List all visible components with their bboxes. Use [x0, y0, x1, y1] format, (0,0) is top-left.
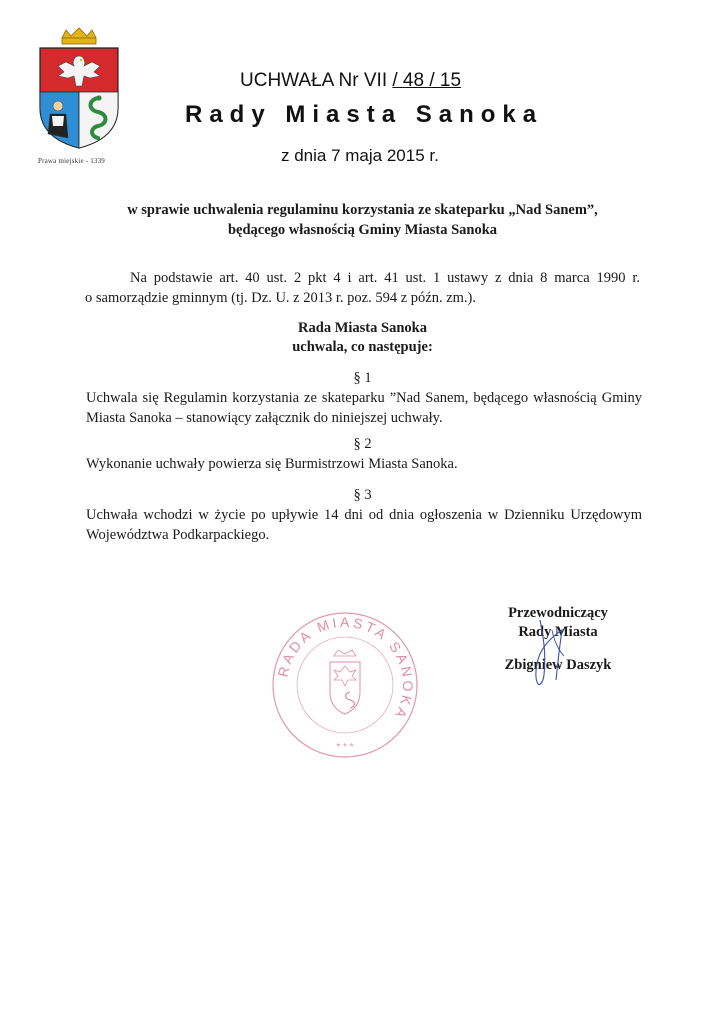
paragraph-3-heading: § 3	[353, 487, 372, 503]
signatory-council: Rady Miasta	[518, 624, 598, 640]
city-crest-logo	[36, 26, 122, 152]
paragraph-1-heading: § 1	[353, 370, 372, 386]
resolution-date: z dnia 7 maja 2015 r.	[281, 146, 439, 165]
crest-caption: Prawa miejskie - 1339	[38, 157, 105, 165]
signatory-name: Zbigniew Daszyk	[504, 657, 612, 673]
paragraph-2-text	[86, 454, 642, 474]
paragraph-2-heading: § 2	[353, 436, 372, 452]
resolves-line-1: Rada Miasta Sanoka	[298, 320, 427, 336]
stamp-text: RADA MIASTA SANOKA	[274, 613, 417, 724]
resolution-prefix: UCHWAŁA Nr VII	[240, 70, 388, 91]
resolution-subject	[80, 200, 645, 240]
resolution-number	[240, 70, 461, 92]
paragraph-1-line-1: Uchwala się Regulamin korzystania ze skateparku ”Nad Sanem, będącego własnością Gminy	[86, 390, 642, 406]
legal-basis	[85, 268, 640, 308]
council-stamp	[270, 610, 420, 760]
basis-line-1: Na podstawie art. 40 ust. 2 pkt 4 i art. 41 ust. 1 ustawy z dnia 8 marca 1990 r.	[130, 270, 640, 286]
stamp-stars: * * *	[336, 742, 354, 753]
signatory-title: Przewodniczący	[508, 605, 608, 621]
basis-line-2: o samorządzie gminnym (tj. Dz. U. z 2013 r. poz. 594 z późn. zm.).	[85, 290, 476, 306]
council-name: Rady Miasta Sanoka	[185, 101, 544, 128]
subject-line-1: w sprawie uchwalenia regulaminu korzystania ze skateparku „Nad Sanem”,	[127, 202, 598, 218]
paragraph-2-line-1: Wykonanie uchwały powierza się Burmistrzowi Miasta Sanoka.	[86, 456, 458, 472]
resolves-clause	[80, 319, 645, 357]
svg-text:RADA MIASTA SANOKA	[274, 614, 416, 723]
handwritten-signature	[500, 600, 610, 695]
paragraph-3-line-2: Województwa Podkarpackiego.	[86, 527, 270, 543]
resolution-serial: / 48 / 15	[392, 70, 462, 91]
subject-line-2: będącego własnością Gminy Miasta Sanoka	[227, 222, 498, 238]
paragraph-1-line-2: Miasta Sanoka – stanowiący załącznik do niniejszej uchwały.	[86, 410, 443, 426]
resolves-line-2: uchwala, co następuje:	[292, 339, 433, 355]
paragraph-1-text	[86, 388, 642, 428]
paragraph-3-line-1: Uchwała wchodzi w życie po upływie 14 dni od dnia ogłoszenia w Dzienniku Urzędowym	[86, 507, 642, 523]
paragraph-3-text	[86, 505, 642, 545]
